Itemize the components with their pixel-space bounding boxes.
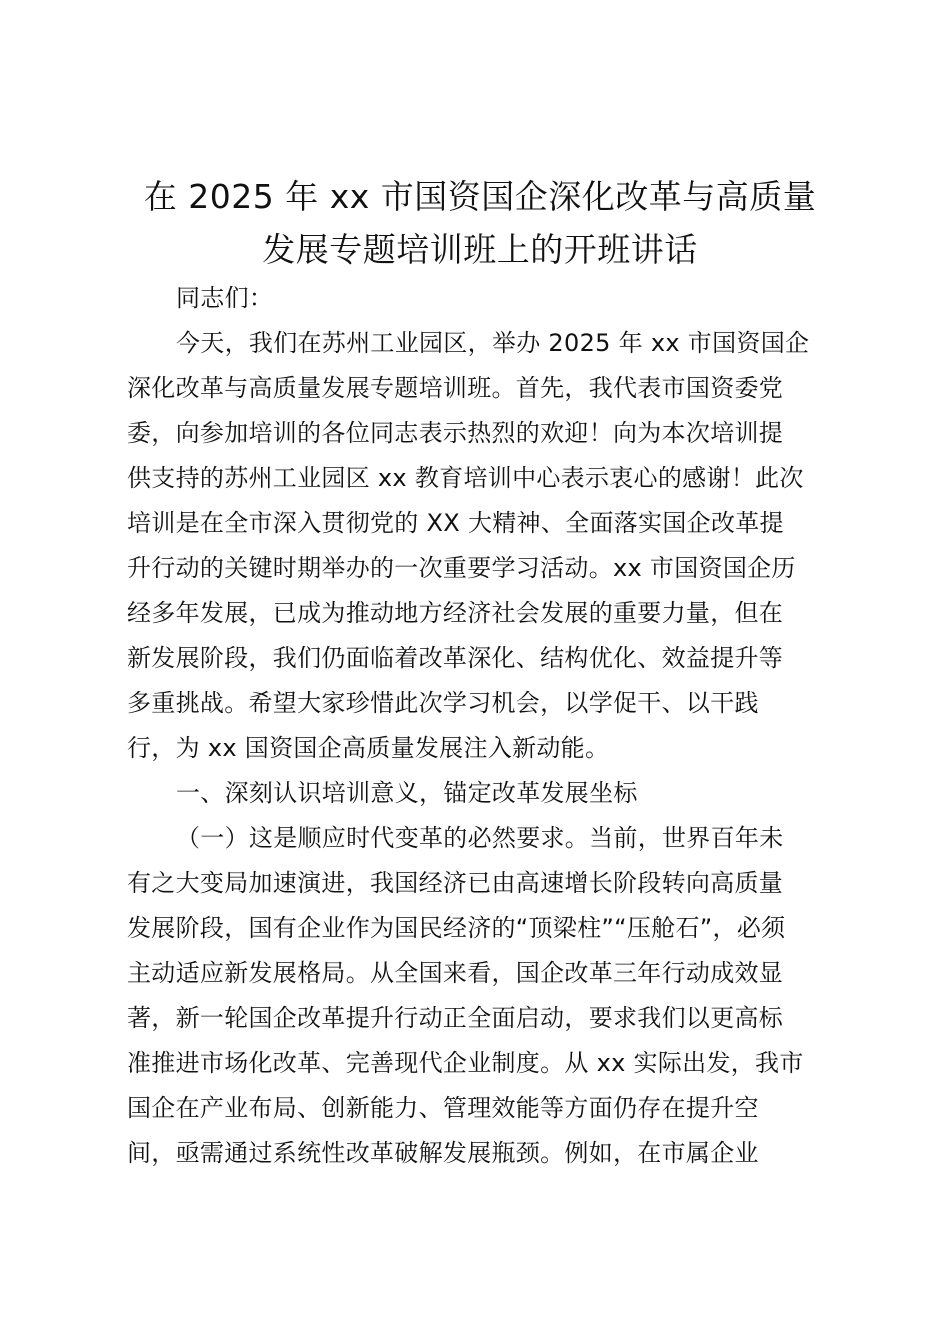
paragraph-line: 国企在产业布局、创新能力、管理效能等方面仍存在提升空 (127, 1094, 759, 1122)
paragraph-line: 多重挑战。希望大家珍惜此次学习机会，以学促干、以干践 (127, 689, 759, 717)
paragraph-line: 培训是在全市深入贯彻党的 XX 大精神、全面落实国企改革提 (127, 509, 784, 537)
paragraph-line: 发展阶段，国有企业作为国民经济的“顶梁柱”“压舱石”，必须 (127, 914, 786, 942)
paragraph-line: 深化改革与高质量发展专题培训班。首先，我代表市国资委党 (127, 374, 784, 402)
document-title (120, 170, 840, 276)
paragraph-line: 间，亟需通过系统性改革破解发展瓶颈。例如，在市属企业 (127, 1139, 759, 1167)
paragraph-line: （一）这是顺应时代变革的必然要求。当前，世界百年未 (176, 824, 784, 852)
paragraph-line: 主动适应新发展格局。从全国来看，国企改革三年行动成效显 (127, 959, 784, 987)
paragraph-line: 今天，我们在苏州工业园区，举办 2025 年 xx 市国资国企 (176, 329, 810, 357)
greeting: 同志们： (176, 284, 274, 312)
paragraph-line: 有之大变局加速演进，我国经济已由高速增长阶段转向高质量 (127, 869, 784, 897)
paragraph-line: 新发展阶段，我们仍面临着改革深化、结构优化、效益提升等 (127, 644, 784, 672)
document-body (127, 276, 837, 1176)
paragraph-line: 供支持的苏州工业园区 xx 教育培训中心表示衷心的感谢！此次 (127, 464, 804, 492)
title-line: 在 2025 年 xx 市国资国企深化改革与高质量 (143, 177, 817, 216)
paragraph-line: 升行动的关键时期举办的一次重要学习活动。xx 市国资国企历 (127, 554, 796, 582)
paragraph-line: 行，为 xx 国资国企高质量发展注入新动能。 (127, 734, 610, 762)
subsection-paragraph (127, 816, 837, 1176)
title-line: 发展专题培训班上的开班讲话 (262, 230, 698, 269)
paragraph-line: 准推进市场化改革、完善现代企业制度。从 xx 实际出发，我市 (127, 1049, 804, 1077)
paragraph (127, 321, 837, 771)
paragraph-line: 委，向参加培训的各位同志表示热烈的欢迎！向为本次培训提 (127, 419, 784, 447)
paragraph-line: 经多年发展，已成为推动地方经济社会发展的重要力量，但在 (127, 599, 784, 627)
section-heading: 一、深刻认识培训意义，锚定改革发展坐标 (176, 779, 638, 807)
paragraph-line: 著，新一轮国企改革提升行动正全面启动，要求我们以更高标 (127, 1004, 784, 1032)
